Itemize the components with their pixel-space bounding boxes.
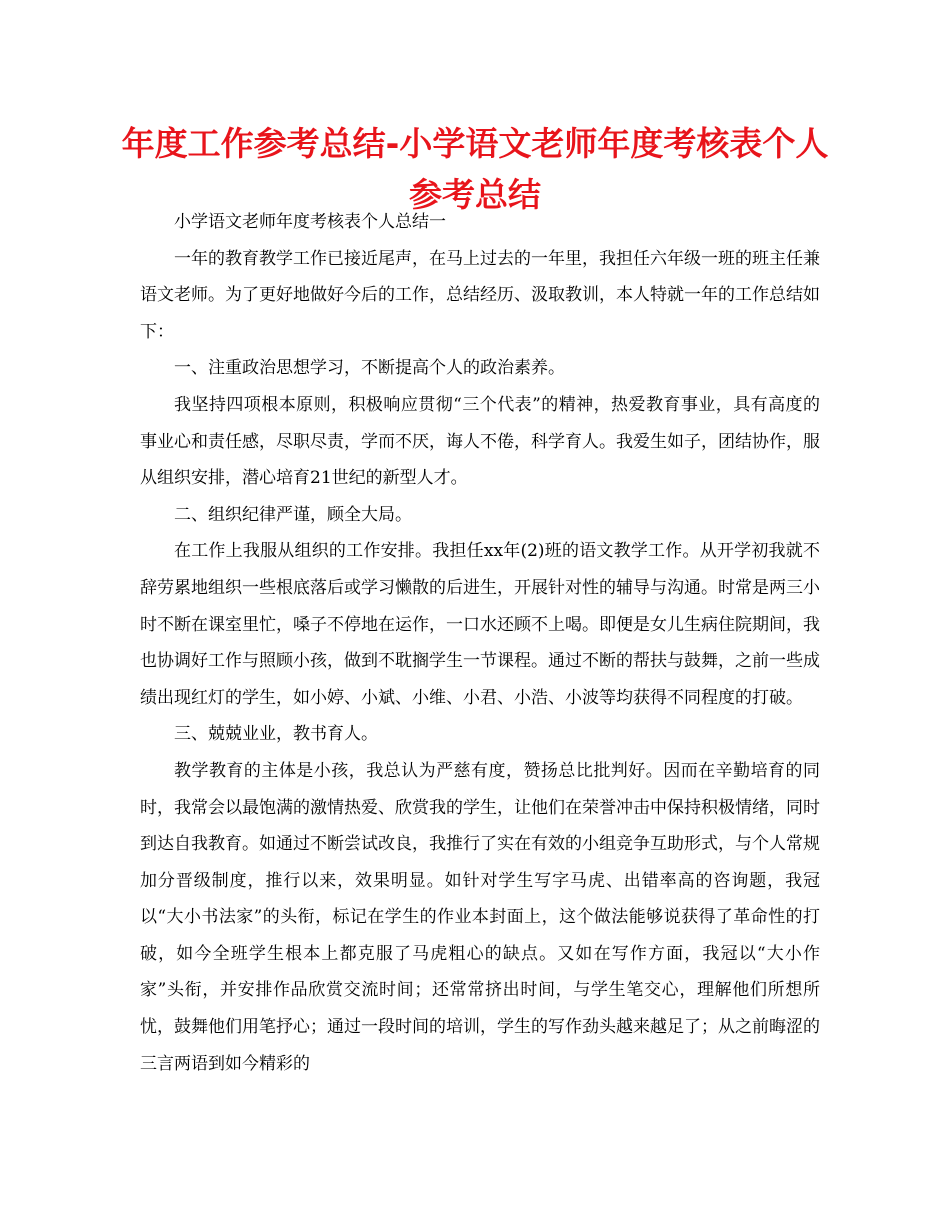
section-heading: 二、组织纪律严谨，顾全大局。 — [174, 504, 412, 525]
document-title: 年度工作参考总结-小学语文老师年度考核表个人参考总结 — [121, 124, 829, 214]
section-heading: 一、注重政治思想学习，不断提高个人的政治素养。 — [174, 358, 565, 379]
paragraph: 教学教育的主体是小孩，我总认为严慈有度，赞扬总比批判好。因而在辛勤培育的同时，我常会以最饱满的激情热爱、欣赏我的学生，让他们在荣誉冲击中保持积极情绪，同时到达自我教育。如通过不断尝试改良，我推行了实在有效的小组竞争互助形式，与个人常规加分晋级制度，推行以来，效果明显。如针对学生写字马虎、出错率高的咨询题，我冠以“大小书法家”的头衔，标记在学生的作业本封面上，这个做法能够说获得了革命性的打破，如今全班学生根本上都克服了马虎粗心的缺点。又如在写作方面，我冠以“大小作家”头衔，并安排作品欣赏交流时间；还常常挤出时间，与学生笔交心，理解他们所想所忧，鼓舞他们用笔抒心；通过一段时间的培训，学生的写作劲头越来越足了；从之前晦涩的三言两语到如今精彩的 — [140, 760, 820, 1074]
section-heading: 三、兢兢业业，教书育人。 — [174, 724, 378, 745]
document-body — [140, 204, 820, 1082]
paragraph: 我坚持四项根本原则，积极响应贯彻“三个代表”的精神，热爱教育事业，具有高度的事业心和责任感，尽职尽责，学而不厌，诲人不倦，科学育人。我爱生如子，团结协作，服从组织安排，潜心培育21世纪的新型人才。 — [140, 394, 820, 489]
paragraph: 在工作上我服从组织的工作安排。我担任xx年(2)班的语文教学工作。从开学初我就不辞劳累地组织一些根底落后或学习懒散的后进生，开展针对性的辅导与沟通。时常是两三小时不断在课室里忙，嗓子不停地在运作，一口水还顾不上喝。即便是女儿生病住院期间，我也协调好工作与照顾小孩，做到不耽搁学生一节课程。通过不断的帮扶与鼓舞，之前一些成绩出现红灯的学生，如小婷、小斌、小维、小君、小浩、小波等均获得不同程度的打破。 — [140, 541, 820, 708]
paragraph: 一年的教育教学工作已接近尾声，在马上过去的一年里，我担任六年级一班的班主任兼语文老师。为了更好地做好今后的工作，总结经历、汲取教训，本人特就一年的工作总结如下： — [140, 248, 820, 342]
paragraph-heading: 小学语文老师年度考核表个人总结一 — [174, 212, 446, 232]
